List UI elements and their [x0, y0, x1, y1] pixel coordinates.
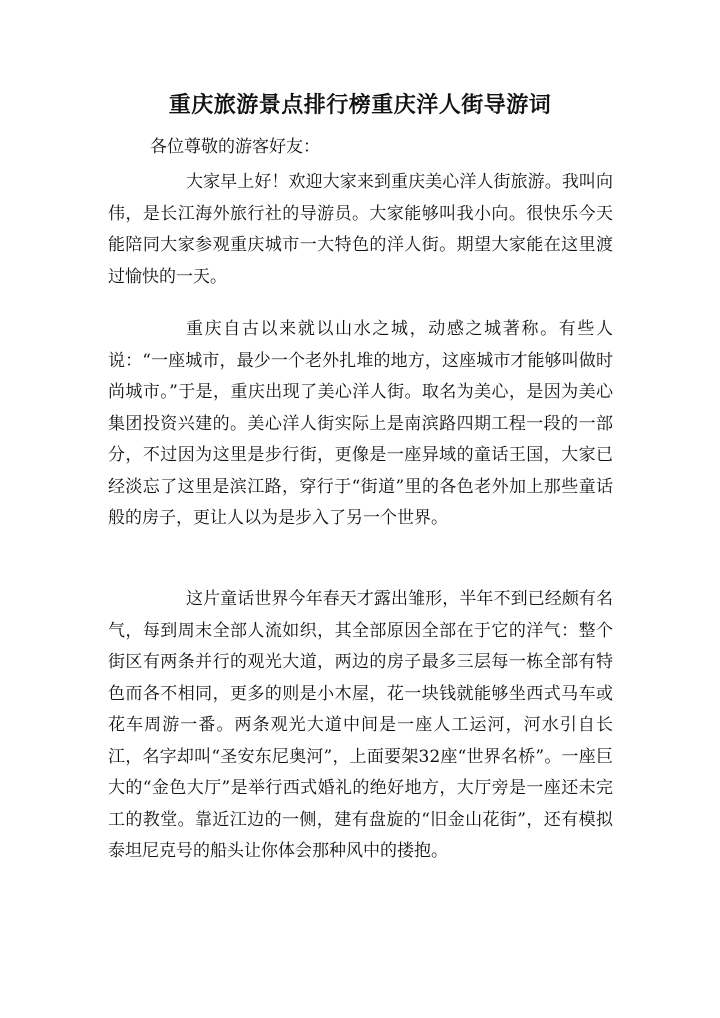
paragraph-welcome: 大家早上好！欢迎大家来到重庆美心洋人街旅游。我叫向伟，是长江海外旅行社的导游员。大家能够叫我小向。很快乐今天能陪同大家参观重庆城市一大特色的洋人街。期望大家能在这里渡过愉快的一天。 — [108, 172, 613, 287]
paragraph-chongqing-history: 重庆自古以来就以山水之城，动感之城著称。有些人说：“一座城市，最少一个老外扎堆的地方，这座城市才能够叫做时尚城市。”于是，重庆出现了美心洋人街。取名为美心，是因为美心集团投资兴建的。美心洋人街实际上是南滨路四期工程一段的一部分，不过因为这里是步行街，更像是一座异域的童话王国，大家已经淡忘了这里是滨江路，穿行于“街道”里的各色老外加上那些童话般的房子，更让人以为是步入了另一个世界。 — [108, 319, 613, 528]
greeting-line: 各位尊敬的游客好友： — [150, 137, 320, 157]
document-title: 重庆旅游景点排行榜重庆洋人街导游词 — [168, 92, 552, 118]
paragraph-fairytale-world: 这片童话世界今年春天才露出雏形，半年不到已经颇有名气，每到周末全部人流如织，其全部原因全部在于它的洋气：整个街区有两条并行的观光大道，两边的房子最多三层每一栋全部有特色而各不相同，更多的则是小木屋，花一块钱就能够坐西式马车或花车周游一番。两条观光大道中间是一座人工运河，河水引自长江，名字却叫“圣安东尼奥河”，上面要架32座“世界名桥”。一座巨大的“金色大厅”是举行西式婚礼的绝好地方，大厅旁是一座还未完工的教堂。靠近江边的一侧，建有盘旋的“旧金山花街”，还有模拟泰坦尼克号的船头让你体会那种风中的搂抱。 — [108, 589, 613, 861]
